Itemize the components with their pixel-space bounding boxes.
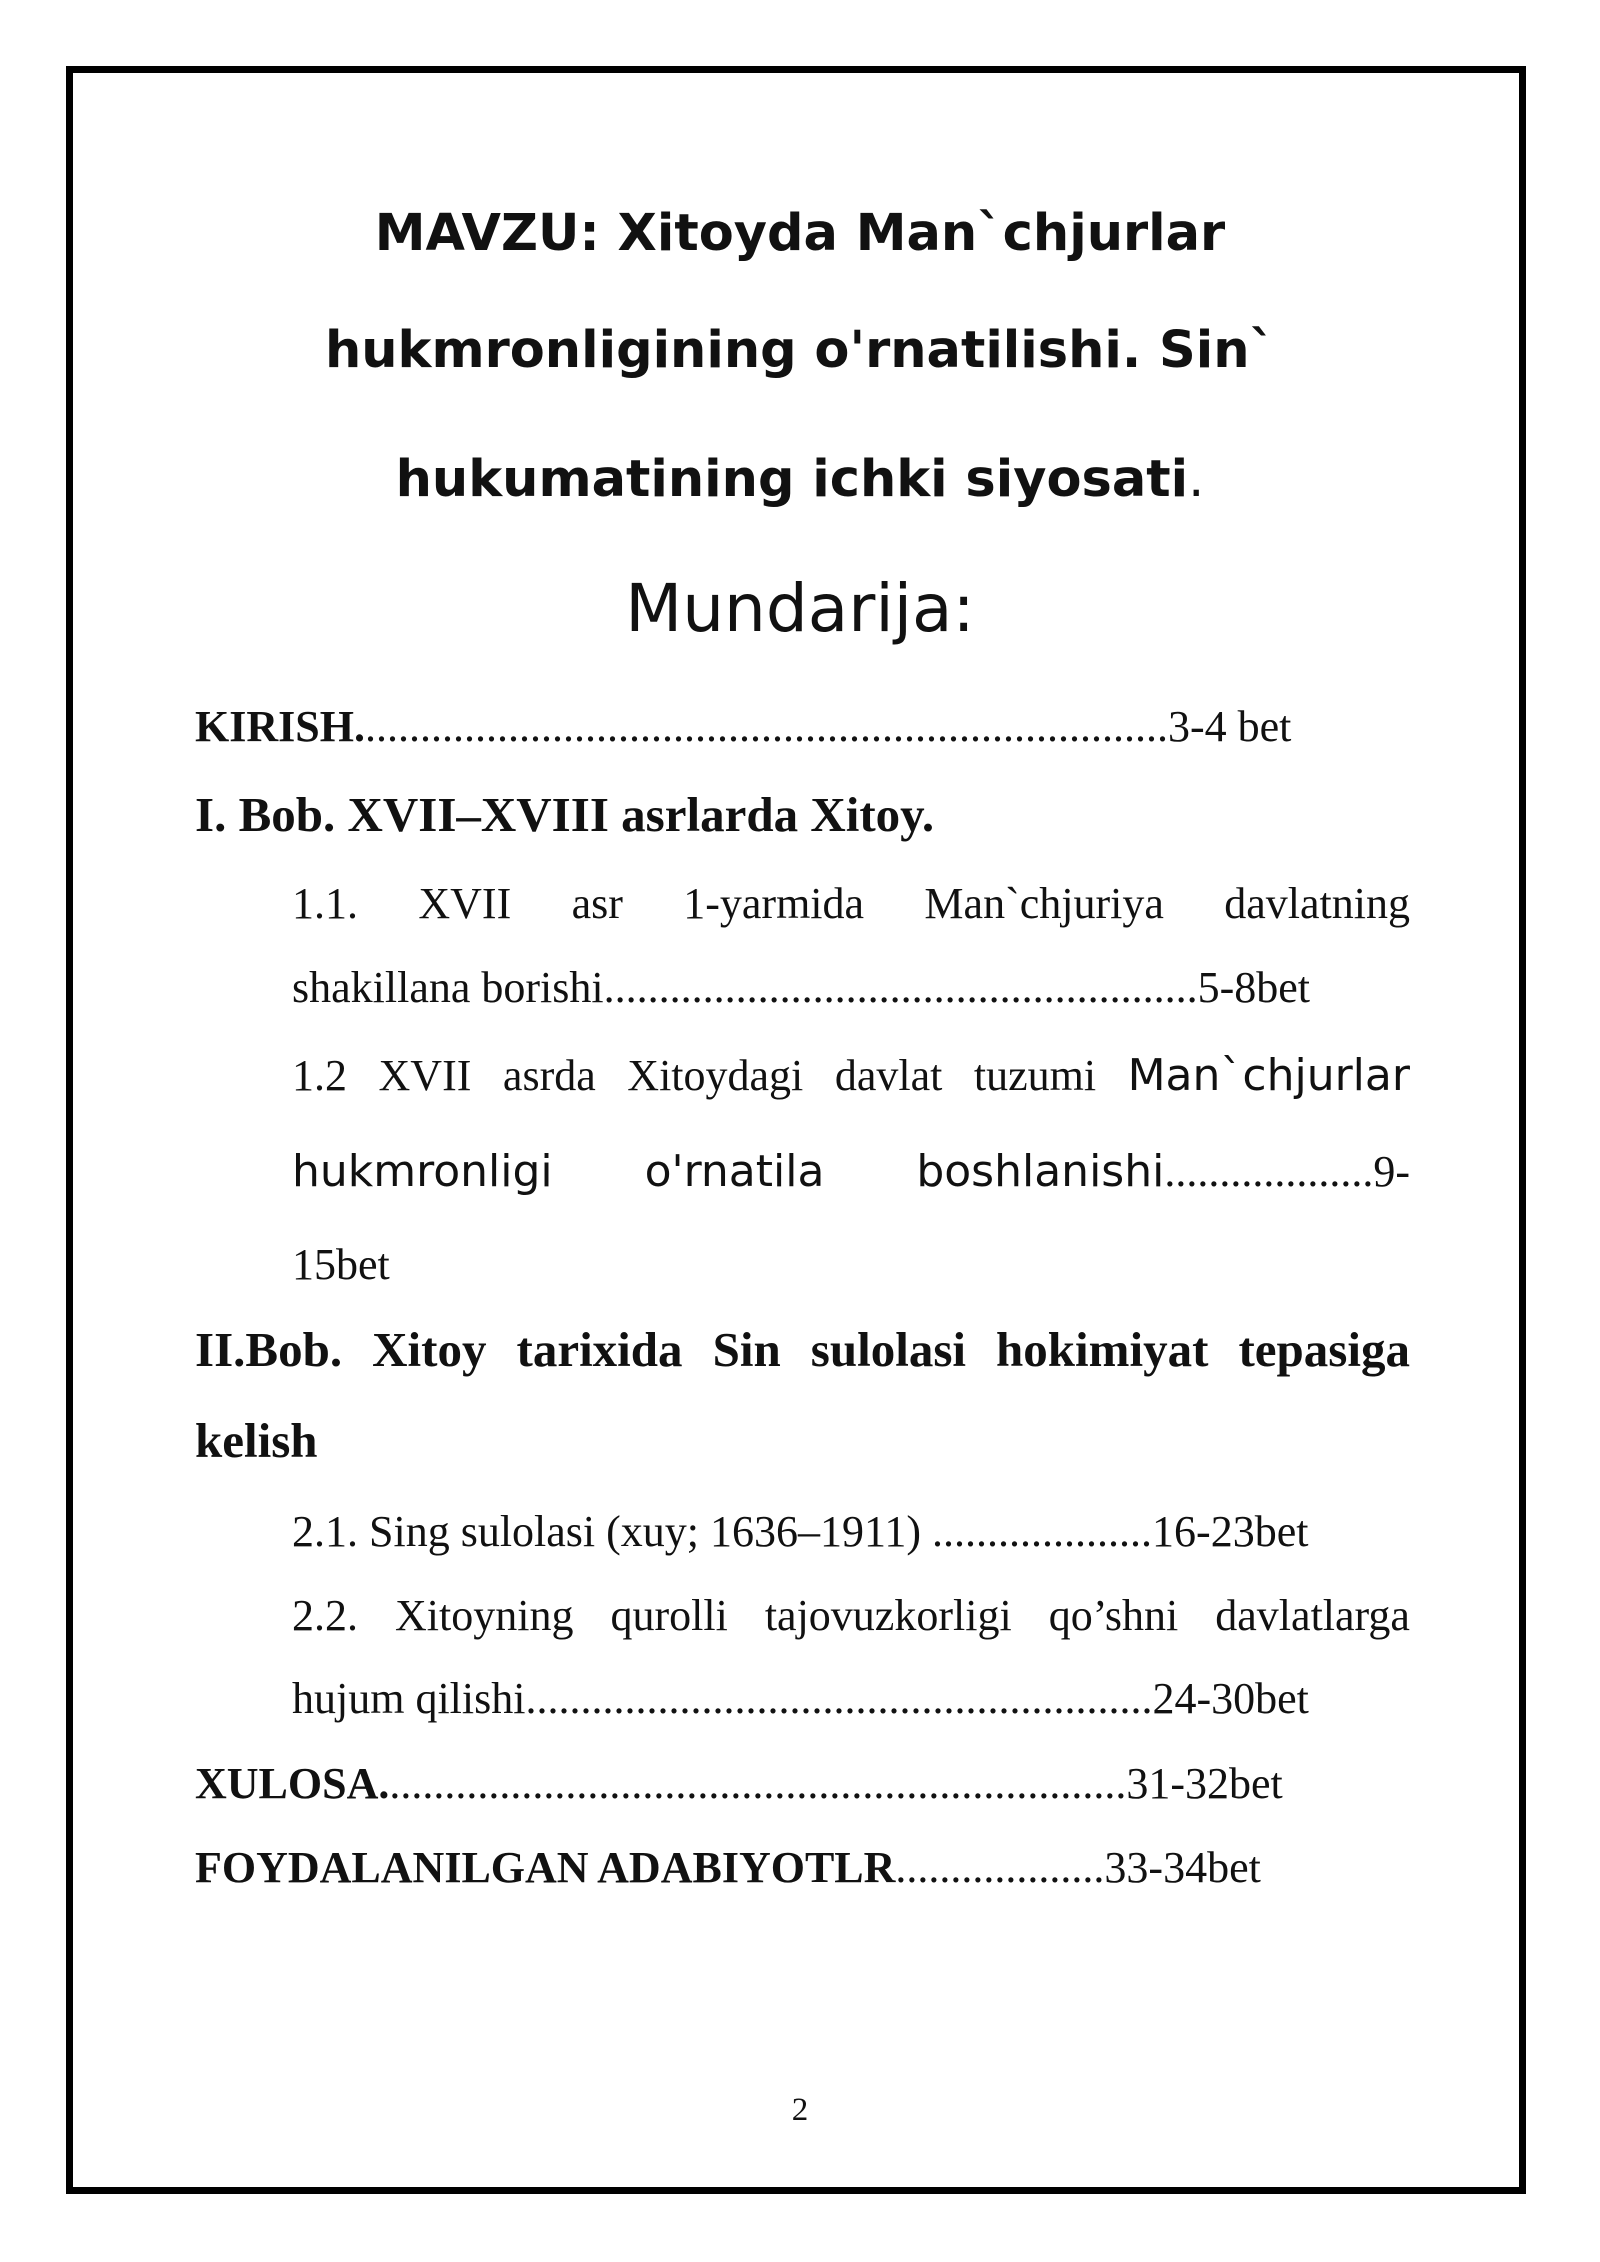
title-line-3-text: hukumatining ichki siyosati (395, 450, 1189, 509)
word: davlat (834, 1051, 943, 1100)
word: qurolli (610, 1591, 728, 1640)
word: 1.1. (292, 879, 358, 928)
toc-entry-text: hujum qilishi (292, 1674, 526, 1723)
word: tepasiga (1238, 1322, 1410, 1377)
toc-entry-intro (195, 702, 1292, 751)
toc-page-range: 33-34bet (1104, 1843, 1261, 1892)
toc-section-1-1-line-2 (292, 963, 1311, 1012)
toc-section-2-2-line-2 (292, 1674, 1309, 1723)
toc-leader-dots: ................... (895, 1843, 1105, 1892)
word: XVII (378, 1051, 472, 1100)
toc-page-range: 3-4 bet (1167, 702, 1292, 751)
title-line-2: hukmronligining o'rnatilishi. Sin` (324, 321, 1276, 380)
word: Sin (712, 1322, 781, 1377)
toc-section-1-1-line-1 (292, 879, 1410, 928)
toc-entry-label: KIRISH. (195, 702, 365, 751)
toc-leader-dots: .................... (932, 1507, 1153, 1556)
toc-chapter-2-line-1 (195, 1322, 1410, 1377)
word: II.Bob. (195, 1322, 343, 1377)
word: asr (571, 879, 623, 928)
word: 1.2 (292, 1051, 347, 1100)
toc-entry-text: 2.1. Sing sulolasi (xuy; 1636–1911) (292, 1507, 933, 1556)
toc-leader-dots: ...................................................... (603, 963, 1198, 1012)
word: qo’shni (1048, 1591, 1179, 1640)
toc-page-range: 16-23bet (1152, 1507, 1309, 1556)
toc-page-range: 31-32bet (1126, 1759, 1283, 1808)
toc-leader-dots: ......................................................................... (364, 702, 1168, 751)
word: o'rnatila (644, 1146, 825, 1197)
page-number: 2 (791, 2092, 809, 2128)
toc-section-1-2-line-2 (292, 1146, 1410, 1197)
word: davlatning (1224, 879, 1410, 928)
toc-page-range: 9- (1373, 1147, 1410, 1196)
toc-page-range: 24-30bet (1152, 1674, 1309, 1723)
word: tarixida (516, 1322, 683, 1377)
word: asrda (502, 1051, 596, 1100)
toc-entry-label: FOYDALANILGAN ADABIYOTLR (195, 1843, 896, 1892)
toc-section-1-2-line-3: 15bet (292, 1240, 390, 1289)
title-line-3-period: . (1188, 450, 1205, 509)
toc-entry-label: XULOSA. (195, 1759, 390, 1808)
word: 1-yarmida (683, 879, 865, 928)
title-line-1: MAVZU: Xitoyda Man`chjurlar (374, 204, 1226, 263)
toc-page-range: 5-8bet (1197, 963, 1311, 1012)
toc-section-1-2-line-1 (292, 1050, 1410, 1101)
word: davlatlarga (1215, 1591, 1410, 1640)
word: Man`chjuriya (924, 879, 1164, 928)
word: Man`chjurlar (1127, 1050, 1410, 1101)
toc-entry-text: shakillana borishi (292, 963, 604, 1012)
word: tuzumi (973, 1051, 1097, 1100)
word: Xitoyning (395, 1591, 574, 1640)
word: hokimiyat (996, 1322, 1209, 1377)
word: hukmronligi (292, 1146, 553, 1197)
toc-section-2-1 (292, 1507, 1309, 1556)
word: 2.2. (292, 1591, 358, 1640)
toc-entry-conclusion (195, 1759, 1283, 1808)
toc-entry-tail (916, 1146, 1410, 1197)
toc-leader-dots: ................... (1164, 1147, 1374, 1196)
toc-section-2-2-line-1 (292, 1591, 1410, 1640)
toc-chapter-2-line-2: kelish (195, 1413, 318, 1468)
word: tajovuzkorligi (764, 1591, 1012, 1640)
word: boshlanishi (916, 1146, 1165, 1197)
title-line-3 (0, 450, 1600, 509)
toc-leader-dots: ................................................................... (389, 1759, 1127, 1808)
word: Xitoydagi (627, 1051, 804, 1100)
toc-entry-references (195, 1843, 1261, 1892)
word: Xitoy (372, 1322, 487, 1377)
word: sulolasi (810, 1322, 966, 1377)
toc-leader-dots: ......................................................... (525, 1674, 1153, 1723)
word: XVII (418, 879, 512, 928)
toc-chapter-1: I. Bob. XVII–XVIII asrlarda Xitoy. (195, 787, 935, 842)
contents-heading: Mundarija: (625, 570, 975, 647)
